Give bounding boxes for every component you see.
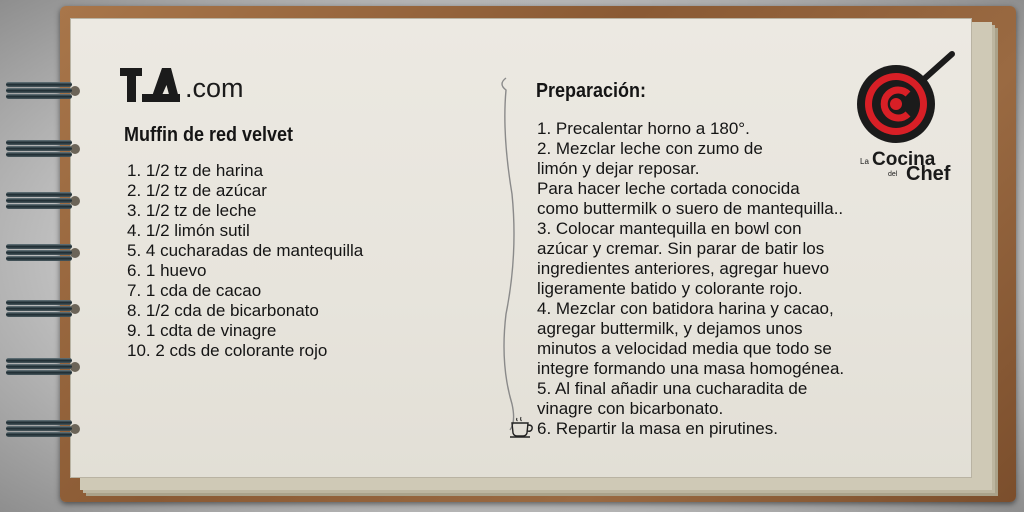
- step-line: 1. Precalentar horno a 180°.: [537, 119, 750, 138]
- ingredient-item: 5. 4 cucharadas de mantequilla: [127, 241, 364, 260]
- site-logo[interactable]: [120, 66, 244, 102]
- ingredient-item: 6. 1 huevo: [127, 261, 207, 280]
- coffee-cup-icon: [508, 415, 536, 439]
- brand-cocina: Cocina: [872, 149, 936, 170]
- step-line: vinagre con bicarbonato.: [537, 399, 724, 418]
- brand-del: del: [888, 171, 898, 178]
- ingredient-item: 4. 1/2 limón sutil: [127, 221, 250, 240]
- ingredient-list: [127, 161, 363, 361]
- step-line: 6. Repartir la masa en pirutines.: [537, 419, 778, 438]
- binding-ring: [6, 244, 72, 262]
- ingredient-item: 10. 2 cds de colorante rojo: [127, 341, 328, 360]
- step-line: Para hacer leche cortada conocida: [537, 179, 800, 198]
- step-line: 2. Mezclar leche con zumo de: [537, 139, 763, 158]
- binding-ring: [6, 358, 72, 376]
- ta-logo-icon: [120, 68, 180, 102]
- step-line: como buttermilk o suero de mantequilla..: [537, 199, 844, 218]
- logo-domain: .com: [185, 73, 244, 103]
- string-divider: [498, 74, 538, 434]
- preparation-title: Preparación:: [536, 80, 647, 102]
- step-line: integre formando una masa homogénea.: [537, 359, 845, 378]
- ingredient-item: 7. 1 cda de cacao: [127, 281, 262, 300]
- binding-ring: [6, 420, 72, 438]
- brand-chef: Chef: [906, 163, 951, 185]
- step-line: 3. Colocar mantequilla en bowl con: [537, 219, 802, 238]
- step-line: ingredientes anteriores, agregar huevo: [537, 259, 830, 278]
- ingredient-item: 8. 1/2 cda de bicarbonato: [127, 301, 319, 320]
- step-line: ligeramente batido y colorante rojo.: [537, 279, 803, 298]
- ingredient-item: 9. 1 cdta de vinagre: [127, 321, 277, 340]
- step-line: 4. Mezclar con batidora harina y cacao,: [537, 299, 834, 318]
- spiral-binding: [0, 0, 80, 512]
- step-line: azúcar y cremar. Sin parar de batir los: [537, 239, 825, 258]
- step-line: minutos a velocidad media que todo se: [537, 339, 832, 358]
- binding-ring: [6, 300, 72, 318]
- recipe-title: Muffin de red velvet: [124, 124, 294, 146]
- binding-ring: [6, 82, 72, 100]
- binding-ring: [6, 192, 72, 210]
- binding-ring: [6, 140, 72, 158]
- step-line: 5. Al final añadir una cucharadita de: [537, 379, 808, 398]
- ingredient-item: 2. 1/2 tz de azúcar: [127, 181, 267, 200]
- step-line: agregar buttermilk, y dejamos unos: [537, 319, 803, 338]
- step-line: limón y dejar reposar.: [537, 159, 700, 178]
- ingredient-item: 3. 1/2 tz de leche: [127, 201, 257, 220]
- ingredient-item: 1. 1/2 tz de harina: [127, 161, 264, 180]
- brand-la: La: [860, 157, 869, 166]
